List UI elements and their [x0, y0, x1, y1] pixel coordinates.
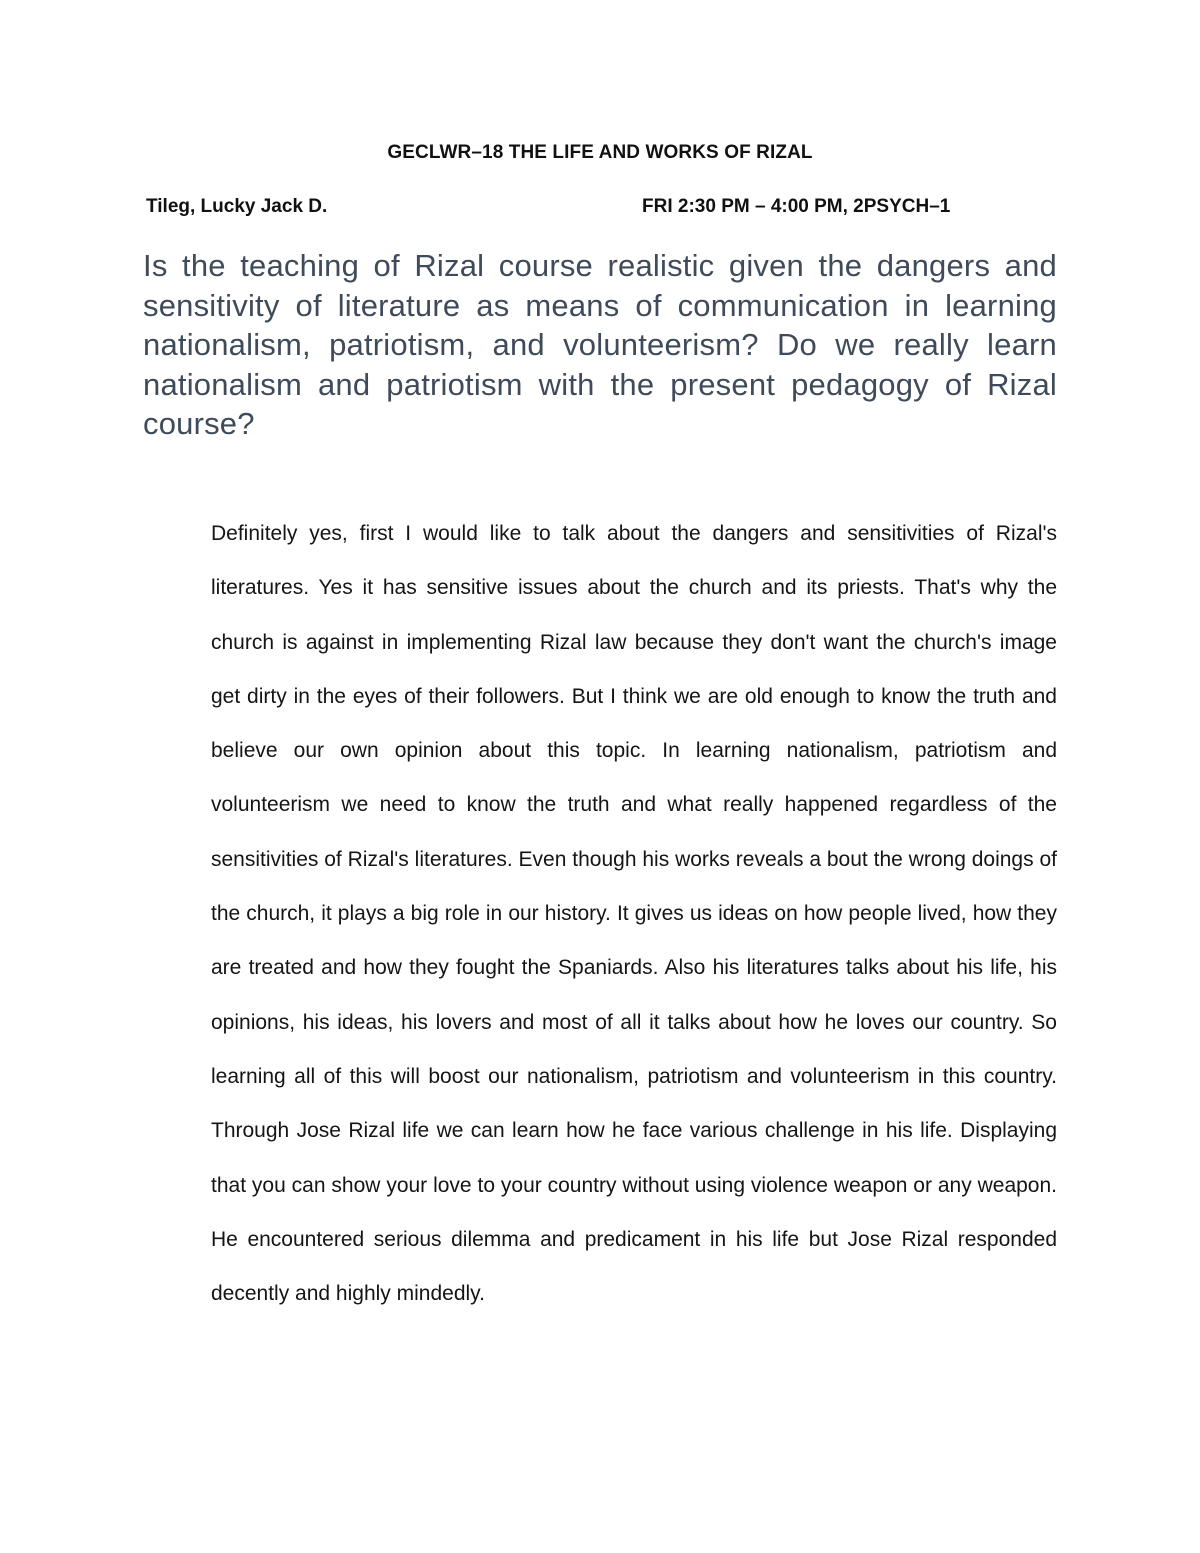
student-name: Tileg, Lucky Jack D. — [146, 196, 328, 217]
essay-answer: Definitely yes, first I would like to talk about the dangers and sensitivities of Rizal's literatures. Yes it has sensitive issues about the church and its priests. That's why the church is against in implementing Rizal law because they don't want the church's image get dirty in the eyes of their followers. But I think we are old enough to know the truth and believe our own opinion about this topic. In learning nationalism, patriotism and volunteerism we need to know the truth and what really happened regardless of the sensitivities of Rizal's literatures. Even though his works reveals a bout the wrong doings of the church, it plays a big role in our history. It gives us ideas on how people lived, how they are treated and how they fought the Spaniards. Also his literatures talks about his life, his opinions, his ideas, his lovers and most of all it talks about how he loves our country. So learning all of this will boost our nationalism, patriotism and volunteerism in this country. Through Jose Rizal life we can learn how he face various challenge in his life. Displaying that you can show your love to your country without using violence weapon or any weapon. He encountered serious dilemma and predicament in his life but Jose Rizal responded decently and highly mindedly. — [211, 522, 1057, 1306]
course-title: GECLWR–18 THE LIFE AND WORKS OF RIZAL — [387, 142, 813, 163]
essay-question: Is the teaching of Rizal course realistic given the dangers and sensitivity of literature as means of communication in learning nationalism, patriotism, and volunteerism? Do we really learn nationalism and patriotism with the present pedagogy of Rizal course? — [143, 248, 1057, 441]
class-schedule: FRI 2:30 PM – 4:00 PM, 2PSYCH–1 — [642, 196, 951, 217]
header-row — [146, 196, 1046, 222]
